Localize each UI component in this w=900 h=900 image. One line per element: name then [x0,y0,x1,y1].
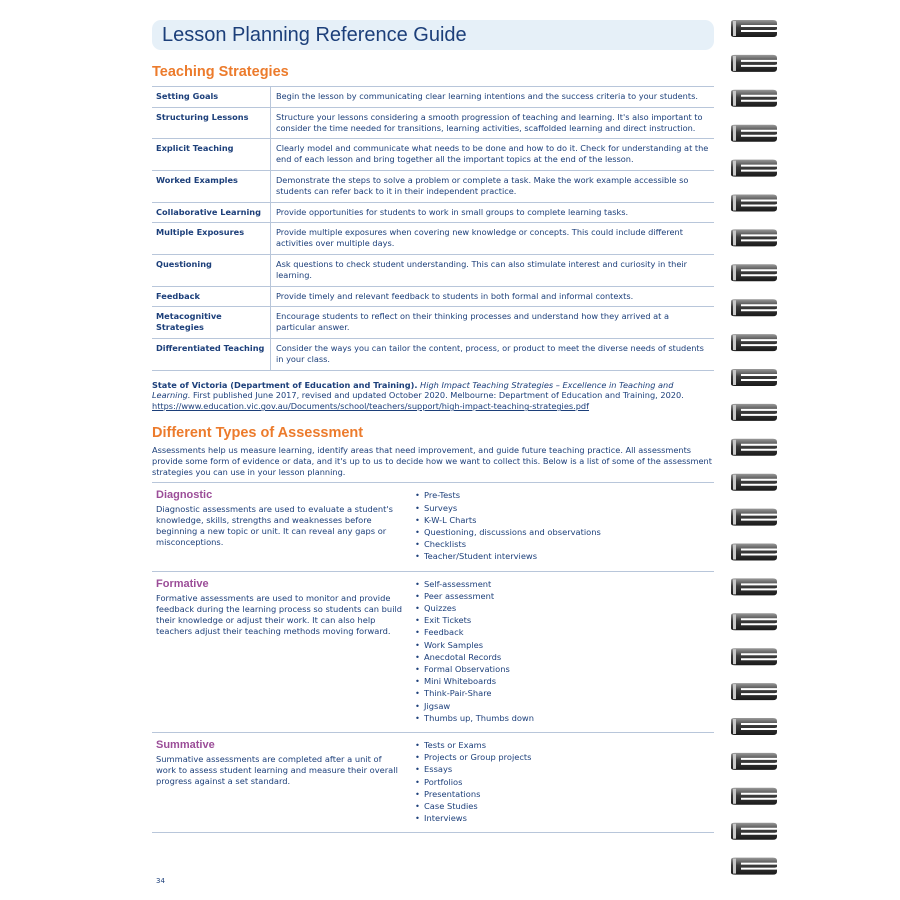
assessment-description: Summative assessments are completed after a unit of work to assess student learning and measure their overall progress against a set standard. [156,753,398,786]
assessment-description: Diagnostic assessments are used to evaluate a student's knowledge, skills, strengths and weaknesses before beginning a new topic or unit. It can reveal any gaps or misconceptions. [156,504,393,548]
list-item: • Formal Observations [414,663,714,675]
strategy-name: Collaborative Learning [152,202,271,223]
list-item: • K-W-L Charts [414,514,714,526]
list-item: • Presentations [414,788,714,800]
assessment-strategies [408,483,714,570]
strategy-name: Structuring Lessons [152,107,271,139]
strategy-description: Clearly model and communicate what needs to be done and how to do it. Check for understanding at the end of each lesson and bring together all the important topics at the end of the lesson. [271,139,715,171]
strategy-row [152,202,714,223]
list-item: • Jigsaw [414,700,714,712]
strategy-description: Consider the ways you can tailor the content, process, or product to meet the diverse needs of students in your class. [271,338,715,370]
assessment-info [152,483,408,570]
list-item: • Projects or Group projects [414,751,714,763]
assessment-title: Formative [156,577,209,590]
binding-ring-icon [731,578,777,595]
assessment-heading: Different Types of Assessment [152,424,364,441]
binding-ring-icon [731,753,777,770]
binding-ring-icon [731,474,777,491]
binding-ring-icon [731,299,777,316]
strategy-description: Ask questions to check student understanding. This can also stimulate interest and curiosity in their learning. [271,254,715,286]
strategy-name: Setting Goals [152,87,271,108]
teaching-strategies-heading: Teaching Strategies [152,64,289,80]
list-item: • Interviews [414,812,714,824]
strategy-description: Provide opportunities for students to work in small groups to complete learning tasks. [271,202,715,223]
page-number: 34 [156,877,165,885]
assessment-title: Diagnostic [156,489,213,502]
binding-ring-icon [731,544,777,561]
list-item: • Thumbs up, Thumbs down [414,712,714,724]
binding-ring-icon [731,369,777,386]
strategy-name: Feedback [152,286,271,307]
binding-ring-icon [731,334,777,351]
citation-work: High Impact Teaching Strategies – Excellence in Teaching and Learning. [152,379,674,401]
list-item: • Tests or Exams [414,739,714,751]
binding-ring-icon [731,195,777,212]
binding-ring-icon [731,788,777,805]
list-item: • Checklists [414,538,714,550]
strategy-row [152,223,714,255]
list-item: • Surveys [414,502,714,514]
list-item: • Mini Whiteboards [414,675,714,687]
list-item: • Exit Tickets [414,614,714,626]
binding-ring-icon [731,160,777,177]
list-item: • Work Samples [414,639,714,651]
citation-link[interactable]: https://www.education.vic.gov.au/Documents/school/teachers/support/high-impact-teaching-strategies.pdf [152,401,590,412]
strategy-row [152,139,714,171]
list-item: • Peer assessment [414,590,714,602]
strategy-row [152,170,714,202]
list-item: • Self-assessment [414,578,714,590]
strategy-description: Provide multiple exposures when covering new knowledge or concepts. This could include different activities over multiple days. [271,223,715,255]
strategy-row [152,87,714,108]
strategy-row [152,338,714,370]
binding-ring-icon [731,229,777,246]
strategy-name: Questioning [152,254,271,286]
binding-ring-icon [731,613,777,630]
strategy-description: Begin the lesson by communicating clear learning intentions and the success criteria to your students. [271,87,715,108]
assessment-table [152,482,714,833]
strategy-row [152,254,714,286]
binding-ring-icon [731,90,777,107]
page-title: Lesson Planning Reference Guide [162,23,467,46]
assessment-strategy-list [414,739,714,824]
citation-author: State of Victoria (Department of Education and Training). [152,379,418,390]
binding-ring-icon [731,718,777,735]
binding-ring-icon [731,858,777,875]
binding-ring-icon [731,55,777,72]
citation [152,380,714,412]
page-title-bar [152,20,714,50]
assessment-title: Summative [156,738,215,751]
strategy-name: Metacognitive Strategies [152,307,271,339]
strategy-row [152,286,714,307]
assessment-intro: Assessments help us measure learning, identify areas that need improvement, and guide future teaching practice. All assessments provide some form of evidence or data, and it's up to us to decide how we want to collect this. Below is a list of some of the assessment strategies you can use in your lesson planning. [152,444,712,477]
strategy-name: Worked Examples [152,170,271,202]
list-item: • Pre-Tests [414,489,714,501]
assessment-strategy-list [414,578,714,724]
binding-ring-icon [731,20,777,37]
assessment-strategies [408,572,714,732]
list-item: • Quizzes [414,602,714,614]
strategy-row [152,307,714,339]
strategies-table [152,86,714,371]
assessment-strategies [408,733,714,832]
assessment-info [152,572,408,732]
list-item: • Case Studies [414,800,714,812]
list-item: • Teacher/Student interviews [414,550,714,562]
spiral-binding [727,0,787,900]
strategy-name: Differentiated Teaching [152,338,271,370]
strategy-description: Provide timely and relevant feedback to students in both formal and informal contexts. [271,286,715,307]
strategy-description: Encourage students to reflect on their thinking processes and understand how they arrived at a particular answer. [271,307,715,339]
list-item: • Think-Pair-Share [414,687,714,699]
list-item: • Anecdotal Records [414,651,714,663]
list-item: • Essays [414,763,714,775]
guide-page [152,20,714,833]
binding-ring-icon [731,509,777,526]
binding-ring-icon [731,683,777,700]
strategy-description: Demonstrate the steps to solve a problem or complete a task. Make the work example accessible so students can refer back to it in their independent practice. [271,170,715,202]
strategy-name: Explicit Teaching [152,139,271,171]
strategy-name: Multiple Exposures [152,223,271,255]
assessment-strategy-list [414,489,714,562]
binding-ring-icon [731,264,777,281]
assessment-row-formative [152,572,714,733]
strategy-row [152,107,714,139]
list-item: • Portfolios [414,776,714,788]
strategy-description: Structure your lessons considering a smooth progression of teaching and learning. It's also important to consider the time needed for transitions, learning activities, scaffolded learning and direct instruction. [271,107,715,139]
binding-ring-icon [731,648,777,665]
citation-published: First published June 2017, revised and updated October 2020. Melbourne: Department of Education and Training, 2020. [193,390,684,401]
assessment-info [152,733,408,832]
binding-ring-icon [731,404,777,421]
assessment-row-summative [152,733,714,833]
assessment-row-diagnostic [152,483,714,571]
list-item: • Questioning, discussions and observations [414,526,714,538]
list-item: • Feedback [414,626,714,638]
assessment-description: Formative assessments are used to monitor and provide feedback during the learning process so students can build their knowledge or adjust their work. It can also help teachers adjust their teaching methods moving forward. [156,592,403,636]
binding-ring-icon [731,125,777,142]
binding-ring-icon [731,823,777,840]
binding-ring-icon [731,439,777,456]
